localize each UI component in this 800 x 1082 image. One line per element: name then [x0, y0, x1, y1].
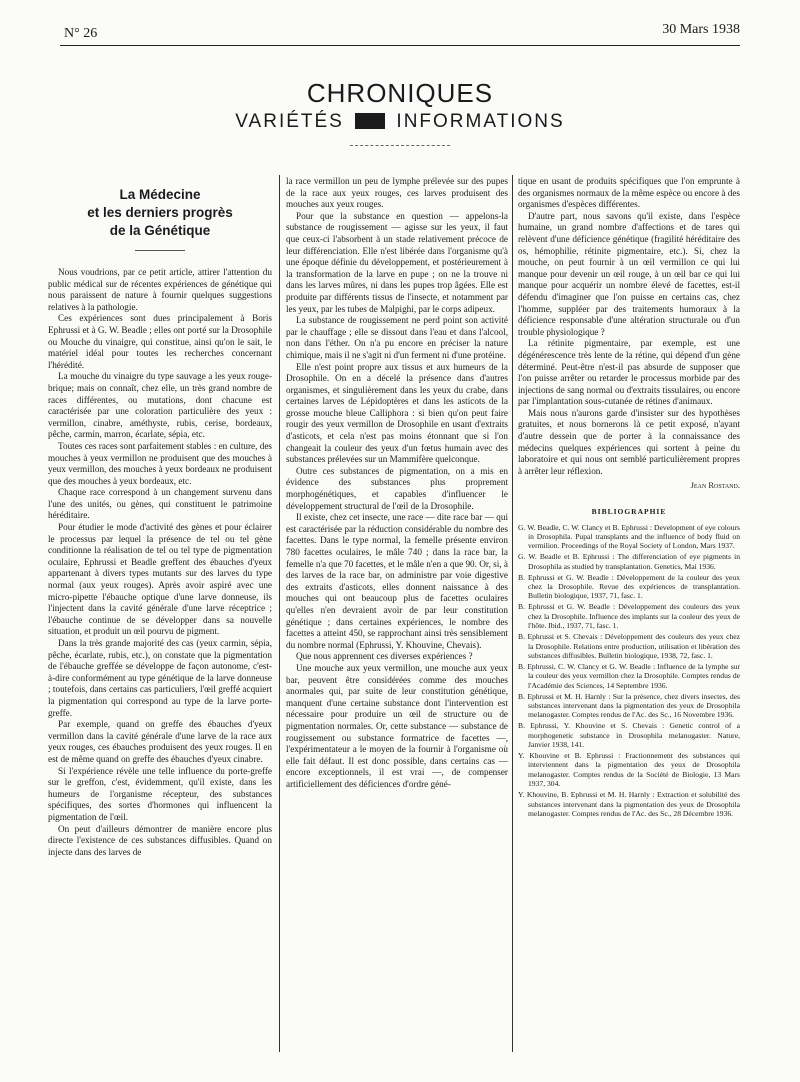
- title-divider: [350, 145, 450, 146]
- bibliography-item: B. Ephrussi, C. W. Clancy et G. W. Beadle : Influence de la lymphe sur la couleur des yeux vermillon chez la Drosophile. Comptes rendus de l'Académie des Sciences, 14 Septembre 1936.: [518, 661, 740, 690]
- paragraph: Chaque race correspond à un changement survenu dans l'une des unités, ou gènes, qui constituent le patrimoine héréditaire.: [48, 487, 272, 521]
- article-title-line-1: La Médecine: [119, 187, 201, 202]
- article-author: Jean Rostand.: [690, 480, 740, 491]
- paragraph: tique en usant de produits spécifiques que l'on emprunte à des organismes normaux de la même espèce ou encore à des organismes d'espèces différentes.: [518, 176, 740, 210]
- bibliography-heading: BIBLIOGRAPHIE: [591, 507, 667, 517]
- article-title-line-3: de la Génétique: [109, 223, 211, 238]
- column-rule-2: [512, 175, 513, 1052]
- paragraph: Par exemple, quand on greffe des ébauches d'yeux vermillon dans la cavité générale d'une larve de la race aux yeux rouges, ces ébauches produisent des yeux rouges. Il en est de même quand on greffe des ébauches d'yeux cinabre.: [48, 719, 272, 764]
- paragraph: Dans la très grande majorité des cas (yeux carmin, sépia, pêche, écarlate, rubis, etc.), on constate que la pigmentation de l'ébauche greffée se développe de façon autonome, c'est-à-dire conformément au type génétique de la larve donneuse ; toutefois, dans certains cas particuliers, l'œil greffé acquiert la pigmentation qui correspond au type de la larve porte-greffe.: [48, 638, 272, 718]
- subtitle-varietes: VARIÉTÉS: [235, 111, 344, 132]
- bibliography-item: Y. Khouvine et B. Ephrussi : Fractionnement des substances qui interviennent dans la pigmentation des yeux de Drosophila melanogaster. Comptes rendus de la Société de Biologie, 13 Mars 1937, 304.: [518, 750, 740, 789]
- bibliography-item: B. Ephrussi et G. W. Beadle : Développement des couleurs des yeux chez la Drosophile. Influence des implants sur la couleur des yeux de l'hôte. Ibid., 1937, 71, fasc. 1.: [518, 602, 740, 631]
- bibliography-item: Y. Khouvine, B. Ephrussi et M. H. Harnly : Extraction et solubilité des substances intervenant dans la pigmentation des yeux de Drosophila melanogaster. Comptes rendus de l'Ac. des Sc., 28 Décembre 1936.: [518, 790, 740, 818]
- section-subtitle: [0, 110, 800, 134]
- issue-date: 30 Mars 1938: [662, 22, 740, 37]
- paragraph: Toutes ces races sont parfaitement stables : en culture, des mouches à yeux vermillon ne produisent que des mouches à yeux vermillon, des mouches à yeux bordeaux ne produisent que des mouches à yeux bordeaux, etc.: [48, 440, 272, 486]
- article-title: [48, 186, 272, 240]
- paragraph: Elle n'est point propre aux tissus et aux humeurs de la Drosophile. On en a décelé la présence dans d'autres organismes, et singulièrement dans les yeux du crabe, dans certaines larves de Lépidoptères et dans les asticots de la grosse mouche bleue Calliphora : si bien qu'on peut faire rougir des yeux vermillon de Drosophile en usant d'extraits d'asticots, et cela n'est pas moins étonnant que si l'on changeait la couleur des yeux d'un fœtus humain avec des substances prélevées sur un Mammifère quelconque.: [286, 361, 508, 465]
- issue-number: N° 26: [64, 26, 98, 41]
- paragraph: Outre ces substances de pigmentation, on a mis en évidence des substances plus proprement morphogénétiques, et capables d'influencer le développement structural de l'œil de la Drosophile.: [286, 465, 508, 511]
- paragraph: Une mouche aux yeux vermillon, une mouche aux yeux bar, peuvent être considérées comme des mouches anormales qui, par suite de leur constitution génétique, manquent d'une certaine substance dont l'intervention est nécessaire pour produire un œil de structure ou de pigmentation normales. Or, cette substance — substance de rougissement ou substance formatrice de facettes —, l'expérimentateur a le moyen de la fournir à l'organisme où elle fait défaut. Il est donc possible, dans certains cas — encore exceptionnels, il est vrai —, de compenser artificiellement des déficiences d'ordre géné-: [286, 662, 508, 789]
- paragraph: Nous voudrions, par ce petit article, attirer l'attention du public médical sur de récentes expériences de génétique qui nous paraissent de nature à fournir quelques suggestions relatives à la pathologie.: [48, 267, 272, 312]
- paragraph: Ces expériences sont dues principalement à Boris Ephrussi et à G. W. Beadle ; elles ont porté sur la Drosophile ou Mouche du vinaigre, qui constitue, ainsi qu'on le sait, le matériel idéal pour toutes les recherches concernant l'hérédité.: [48, 313, 272, 370]
- paragraph: La substance de rougissement ne perd point son activité par le chauffage ; elle se dissout dans l'eau et dans l'alcool, non dans l'éther. On n'a pu encore en préciser la nature chimique, mais il ne s'agit ni d'un ferment ni d'une protéine.: [286, 315, 508, 360]
- header-rule: [60, 45, 740, 46]
- section-title: CHRONIQUES: [306, 78, 494, 108]
- column-rule-1: [279, 175, 280, 1052]
- paragraph: Mais nous n'aurons garde d'insister sur des hypothèses gratuites, et nous bornerons là ce petit exposé, n'ayant d'autre dessein que de porter à la connaissance des médecins quelques expériences qui sortent à peine du laboratoire et qui nous ont semblé particulièrement propres à arrêter leur réflexion.: [518, 407, 740, 476]
- title-underline: [135, 250, 185, 251]
- paragraph: On peut d'ailleurs démontrer de manière encore plus directe l'existence de ces substances diffusibles. Quand on injecte dans des larves de: [48, 823, 272, 857]
- column-1: [48, 176, 272, 858]
- paragraph: Que nous apprennent ces diverses expériences ?: [296, 651, 473, 662]
- bibliography-item: B. Ephrussi, Y. Khouvine et S. Chevais : Genetic control of a morphogenetic substance in Drosophila melanogaster. Nature, Janvier 1938, 141.: [518, 721, 740, 750]
- article-title-line-2: et les derniers progrès: [87, 205, 233, 220]
- section-logo-icon: [355, 113, 385, 129]
- paragraph: Si l'expérience révèle une telle influence du porte-greffe sur le greffon, c'est, évidemment, qu'il existe, dans les humeurs de l'organisme récepteur, des substances spécifiques, des sortes d'hormones qui influencent la pigmentation de l'œil.: [48, 765, 272, 822]
- bibliography-item: G. W. Beadle, C. W. Clancy et B. Ephrussi : Development of eye colours in Drosophila. Pupal transplants and the influence of body fluid on vermilion. Proceedings of the Royal Society of London, Mars 1937.: [518, 522, 740, 551]
- paragraph: La rétinite pigmentaire, par exemple, est une dégénérescence très lente de la rétine, qui dépend d'un gène déterminé. Peut-être n'est-il pas absurde de supposer que l'on puisse arrêter ou retarder le processus morbide par des injections de sang normal ou d'extraits tissulaires, ou encore par l'implantation sous-cutanée de rétines d'animaux.: [518, 338, 740, 407]
- paragraph: D'autre part, nous savons qu'il existe, dans l'espèce humaine, un grand nombre d'affections et de tares qui relèvent d'une déficience génétique (fragilité héréditaire des os, hémophilie, rétinite pigmentaire, etc.). Si, chez la mouche, on peut fournir à un œil vermillon ce qui lui manque pour devenir un œil rouge, à un œil bar ce qui lui manque pour acquérir un nombre élevé de facettes, est-il défendu d'imaginer que l'on puisse en certains cas, chez l'homme, suppléer par des traitements humoraux à la déficience responsable d'une altération structurale ou d'un trouble physiologique ?: [518, 210, 740, 337]
- paragraph: Pour étudier le mode d'activité des gènes et pour éclairer le processus par lequel la présence de tel ou tel gène conditionne la réalisation de tel ou tel type de pigmentation oculaire, Ephrussi et Beadle greffent des ébauches d'yeux appartenant à divers types mutants sur des larves du type normal (aux yeux rouges). Après avoir aspiré avec une micro-pipette l'ébauche optique d'une larve donneuse, ils l'injectent dans la cavité générale d'une larve réceptrice ; l'ébauche continue de se développer dans sa nouvelle situation, et produit un œil pourvu de pigment.: [48, 522, 272, 637]
- paragraph: Il existe, chez cet insecte, une race — dite race bar — qui est caractérisée par la réduction considérable du nombre des facettes. Dans le type normal, la femelle présente environ 780 facettes oculaires, le mâle 740 ; dans la race bar, la femelle n'a que 70 facettes, et le mâle n'en a que 90. Or, si, à des larves de la race bar, on administre par voie digestive des extraits d'asticots, elles donnent naissance à des mouches qui ont beaucoup plus de facettes oculaires qu'elles n'en devraient avoir de par leur constitution génétique ; dans certaines expériences, le nombre des facettes a atteint 450, se rapprochant ainsi très sensiblement du nombre normal (Ephrussi, Y. Khouvine, Chevais).: [286, 512, 508, 650]
- column-2: [286, 176, 508, 790]
- subtitle-informations: INFORMATIONS: [396, 111, 565, 132]
- paragraph: Pour que la substance en question — appelons-la substance de rougissement — agisse sur les yeux, il faut que ceux-ci l'absorbent à un stade relativement précoce de leur différenciation. Elle n'est libérée dans l'organisme qu'à une époque définie du développement, et postérieurement à la transformation de la larve en pupe ; on ne la trouve ni dans les larves mûres, ni dans les pupes trop âgées. Elle est produite par différents tissus de l'insecte, et notamment par les yeux, par les tubes de Malpighi, par le corps adipeux.: [286, 210, 508, 314]
- bibliography-item: B. Ephrussi et G. W. Beadle : Développement de la couleur des yeux chez la Drosophile. Revue des expériences de transplantation. Bulletin biologique, 1937, 71, fasc. 1.: [518, 572, 740, 601]
- bibliography-item: G. W. Beadle et B. Ephrussi : The differenciation of eye pigments in Drosophila as studied by transplantation. Genetics, Mai 1936.: [518, 552, 740, 571]
- paragraph: la race vermillon un peu de lymphe prélevée sur des pupes de la race aux yeux rouges, ces larves produisent des mouches aux yeux rouges.: [286, 176, 508, 210]
- bibliography-item: B. Ephrussi et M. H. Harnly : Sur la présence, chez divers insectes, des substances intervenant dans la pigmentation des yeux de Drosophila melanogaster. Comptes rendus de l'Ac. des Sc., 16 Novembre 1936.: [518, 691, 740, 720]
- bibliography-item: B. Ephrussi et S. Chevais : Développement des couleurs des yeux chez la Drosophile. Relations entre production, utilisation et libération des substances diffusibles. Bulletin biologique, 1938, 72, fasc. 1.: [518, 632, 740, 660]
- column-3: [518, 176, 740, 820]
- paragraph: La mouche du vinaigre du type sauvage a les yeux rouge-brique; mais on connaît, chez elle, un très grand nombre de races différentes, ou mutations, dont chacune est caractérisée par une coloration particulière des yeux : vermillon, cinabre, améthyste, rubis, cerise, bordeaux, pêche, carmin, marron, écarlate, sépia, etc.: [48, 371, 272, 440]
